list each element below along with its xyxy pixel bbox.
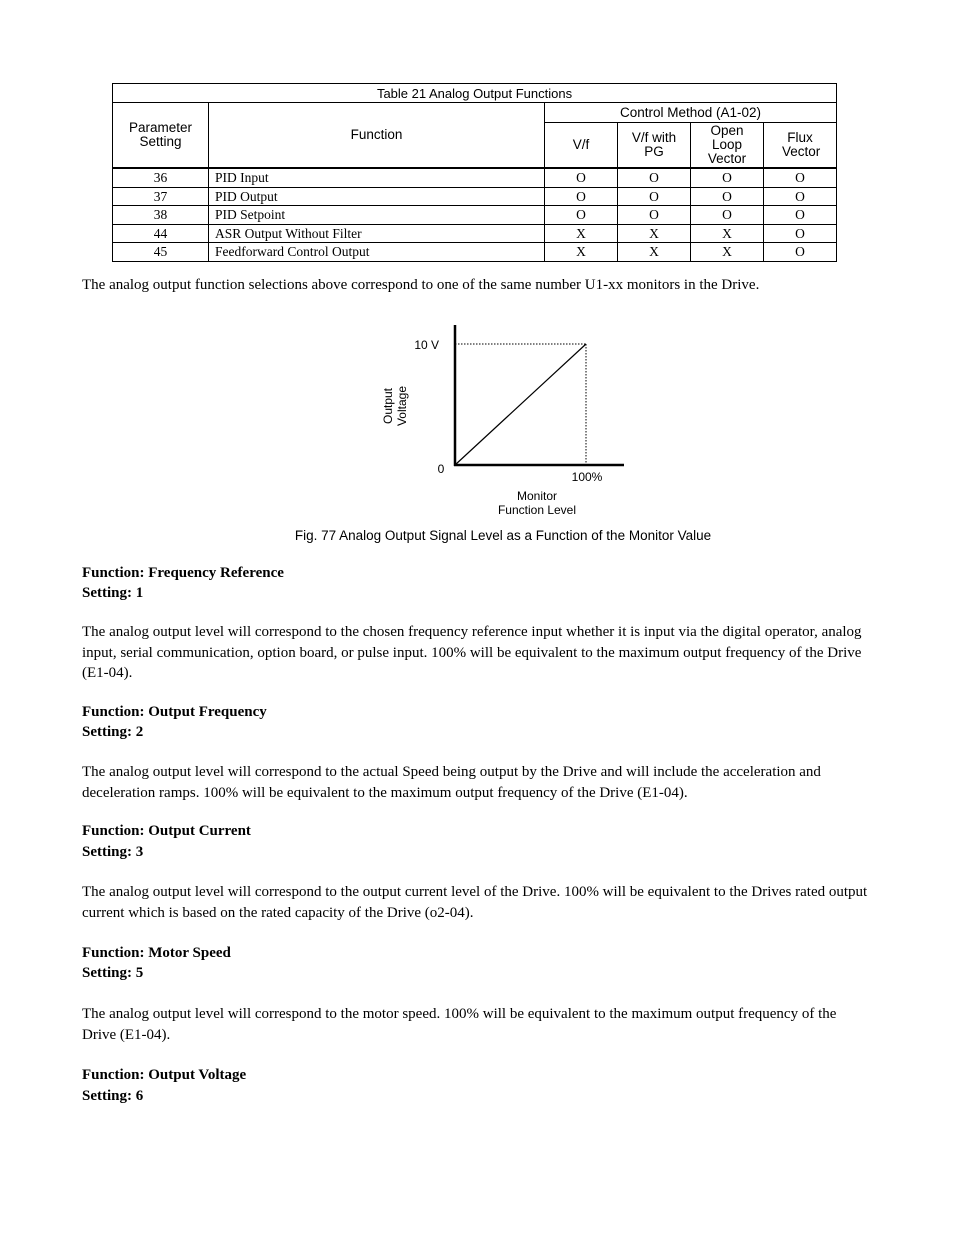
- x-axis-label-line2: Function Level: [497, 503, 577, 517]
- section-paragraph: The analog output level will correspond to the actual Speed being output by the Drive and will include the acceleration and deceleration ramps. 100% will be equivalent to the maximum output frequency of the Drive (E1-04).: [82, 764, 821, 801]
- function-cell: PID Input: [209, 168, 545, 187]
- method-cell: O: [545, 168, 618, 187]
- function-cell: PID Output: [209, 187, 545, 206]
- section-paragraph: The analog output level will correspond to the output current level of the Drive. 100% will be equivalent to the Drives rated output current which is based on the rated capacity of the Drive (o2-04).: [82, 884, 868, 921]
- setting-cell: 45: [113, 243, 209, 262]
- y-axis-label-line2: Voltage: [395, 385, 409, 427]
- header-parameter-setting: Parameter Setting: [113, 103, 209, 169]
- method-cell: O: [764, 224, 837, 243]
- x-max-label: 100%: [571, 470, 603, 484]
- setting-cell: 44: [113, 224, 209, 243]
- header-control-method: Control Method (A1-02): [545, 103, 837, 123]
- x-axis-label-line1: Monitor: [516, 489, 558, 503]
- header-method-flux: Flux Vector: [764, 123, 837, 169]
- table-row: [113, 187, 837, 206]
- method-cell: O: [764, 243, 837, 262]
- table-row: [113, 206, 837, 225]
- table-row: [113, 243, 837, 262]
- intro-paragraph: The analog output function selections above correspond to one of the same number U1-xx monitors in the Drive.: [82, 277, 760, 293]
- function-heading: Function: Frequency Reference: [82, 565, 284, 581]
- method-cell: X: [691, 224, 764, 243]
- analog-output-functions-table: [112, 83, 837, 262]
- function-heading: Function: Output Voltage: [82, 1067, 247, 1083]
- table-caption: Table 21 Analog Output Functions: [113, 84, 837, 103]
- setting-heading: Setting: 6: [82, 1088, 144, 1104]
- section-paragraph: The analog output level will correspond to the motor speed. 100% will be equivalent to the maximum output frequency of the Drive (E1-04).: [82, 1006, 837, 1043]
- section-paragraph: The analog output level will correspond to the chosen frequency reference input whether it is input via the digital operator, analog input, serial communication, option board, or pulse input. 100% will be equivalent to the maximum output frequency of the Drive (E1-04).: [82, 624, 862, 681]
- setting-cell: 37: [113, 187, 209, 206]
- y-max-label: 10 V: [414, 338, 439, 352]
- function-heading: Function: Output Current: [82, 823, 251, 839]
- setting-cell: 38: [113, 206, 209, 225]
- method-cell: O: [764, 206, 837, 225]
- setting-heading: Setting: 2: [82, 724, 144, 740]
- figure-caption: Fig. 77 Analog Output Signal Level as a Function of the Monitor Value: [294, 528, 712, 543]
- setting-cell: 36: [113, 168, 209, 187]
- method-cell: X: [545, 243, 618, 262]
- method-cell: O: [764, 168, 837, 187]
- method-cell: O: [691, 168, 764, 187]
- table-row: [113, 224, 837, 243]
- function-cell: Feedforward Control Output: [209, 243, 545, 262]
- function-cell: PID Setpoint: [209, 206, 545, 225]
- table-row: [113, 168, 837, 187]
- y-axis-label-line1: Output: [381, 387, 395, 425]
- method-cell: O: [618, 187, 691, 206]
- method-cell: O: [545, 187, 618, 206]
- method-cell: O: [618, 206, 691, 225]
- header-method-vf: V/f: [545, 123, 618, 169]
- method-cell: O: [618, 168, 691, 187]
- method-cell: X: [618, 243, 691, 262]
- function-cell: ASR Output Without Filter: [209, 224, 545, 243]
- method-cell: O: [691, 187, 764, 206]
- method-cell: O: [545, 206, 618, 225]
- signal-line: [455, 344, 586, 465]
- method-cell: X: [545, 224, 618, 243]
- function-heading: Function: Motor Speed: [82, 945, 231, 961]
- method-cell: O: [691, 206, 764, 225]
- setting-heading: Setting: 1: [82, 585, 144, 601]
- function-heading: Function: Output Frequency: [82, 704, 267, 720]
- header-method-olv: Open Loop Vector: [691, 123, 764, 169]
- header-method-vf-pg: V/f with PG: [618, 123, 691, 169]
- method-cell: X: [691, 243, 764, 262]
- setting-heading: Setting: 3: [82, 844, 144, 860]
- setting-heading: Setting: 5: [82, 965, 144, 981]
- method-cell: O: [764, 187, 837, 206]
- header-function: Function: [209, 103, 545, 169]
- origin-label: 0: [437, 462, 445, 476]
- method-cell: X: [618, 224, 691, 243]
